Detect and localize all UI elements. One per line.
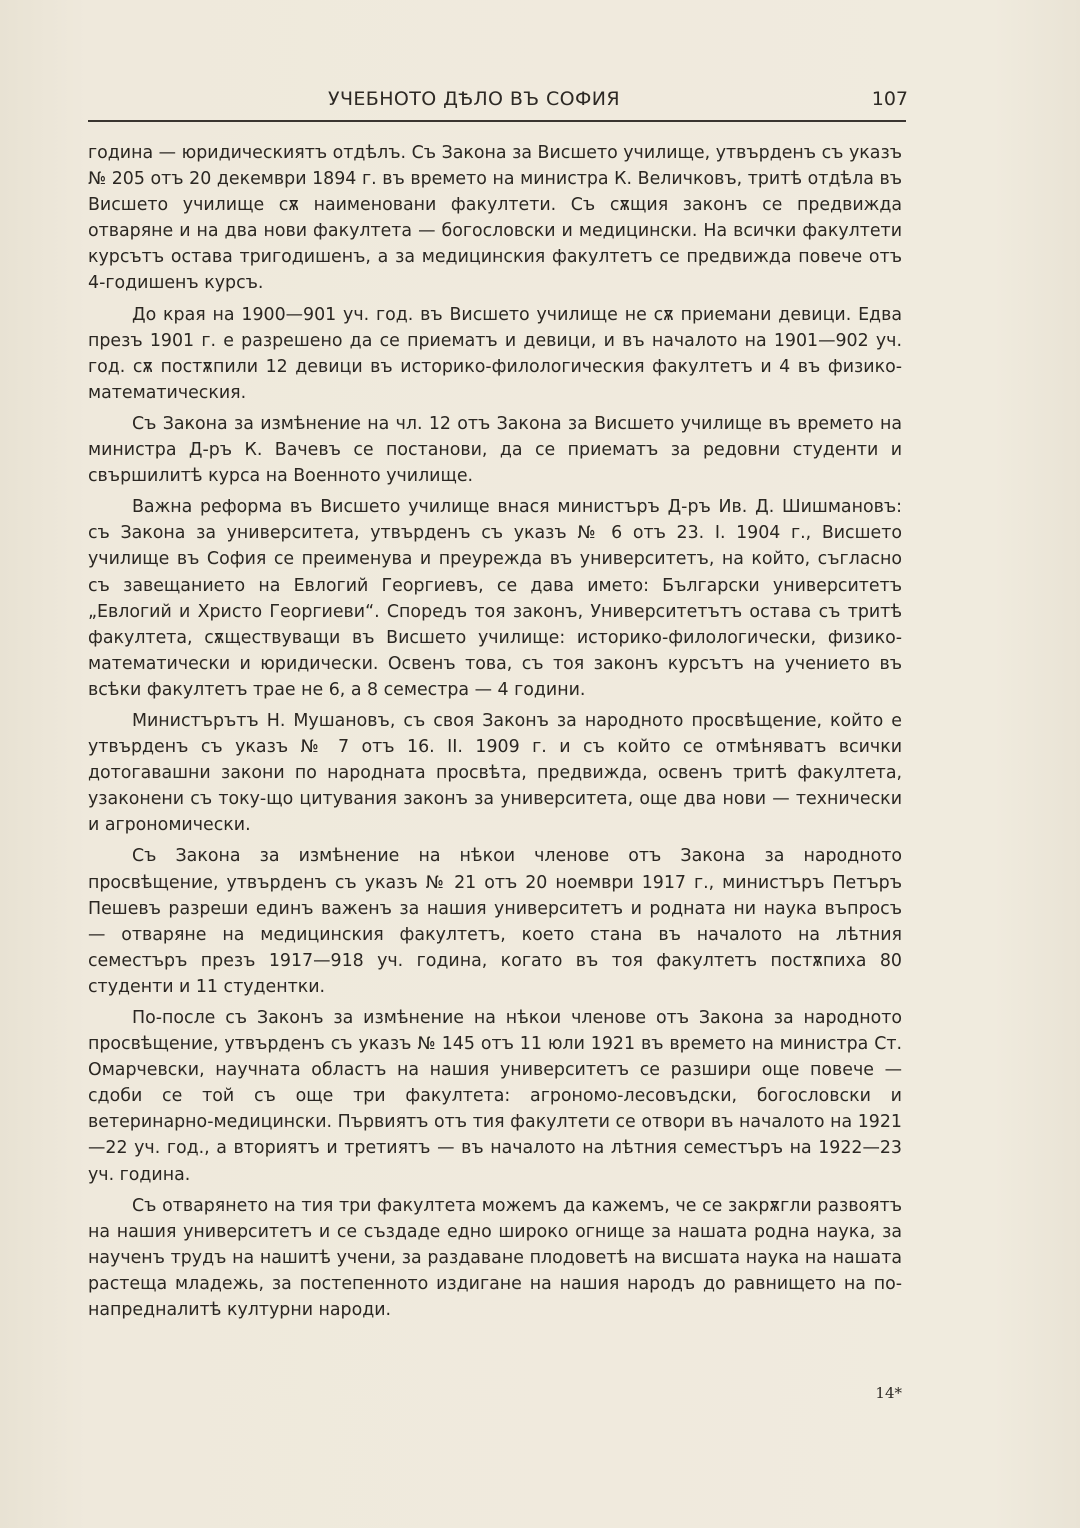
paragraph: Съ Закона за измѣнение на нѣкои членове отъ Закона за народното просвѣщение, утвърденъ съ указъ № 21 отъ 20 ноември 1917 г., министъръ Петъръ Пешевъ разреши единъ важенъ за нашия университетъ и родната ни наука въпросъ — отваряне на медицинския факултетъ, което стана въ началото на лѣтния семестъръ презъ 1917—918 уч. година, когато въ тоя факултетъ постѫпиха 80 студенти и 11 студентки. — [88, 846, 902, 997]
signature-mark: 14* — [875, 1384, 902, 1402]
paragraph: Съ Закона за измѣнение на чл. 12 отъ Закона за Висшето училище въ времето на министра Д-ръ К. Вачевъ се постанови, да се приематъ за редовни студенти и свършилитѣ курса на Военното училище. — [88, 413, 902, 487]
paragraph: година — юридическиятъ отдѣлъ. Съ Закона за Висшето училище, утвърденъ съ указъ № 205 отъ 20 декември 1894 г. въ времето на министра К. Величковъ, тритѣ отдѣла въ Висшето училище сѫ наименовани факултети. Съ сѫщия законъ се предвижда отваряне и на два нови факултета — богословски и медицински. На всички факултети курсътъ остава тригодишенъ, а за медицинския факултетъ се предвижда повече отъ 4-годишенъ курсъ. — [88, 143, 902, 294]
paragraph: Съ отварянето на тия три факултета можемъ да кажемъ, че се закрѫгли развоятъ на нашия университетъ и се създаде едно широко огнище за нашата родна наука, за наученъ трудъ на нашитѣ учени, за раздаване плодоветѣ на висшата наука на нашата растеща младежь, за постепенното издигане на нашия народъ до равнището на по-напредналитѣ културни народи. — [88, 1195, 902, 1321]
running-header — [88, 86, 908, 126]
paragraph: Важна реформа въ Висшето училище внася министъръ Д-ръ Ив. Д. Шишмановъ: съ Закона за университета, утвърденъ съ указъ № 6 отъ 23. I. 1904 г., Висшето училище въ София се преименува и преурежда въ университетъ, на който, съгласно съ завещанието на Евлогий Георгиевъ, се дава името: Български университетъ „Евлогий и Христо Георгиеви“. Споредъ тоя законъ, Университетътъ остава съ тритѣ факултета, сѫществуващи въ Висшето училище: историко-филологически, физико-математически и юридически. Освенъ това, съ тоя законъ курсътъ на учението въ всѣки факултетъ трае не 6, а 8 семестра — 4 години. — [88, 497, 902, 700]
body-text — [88, 140, 902, 1328]
paragraph: Министърътъ Н. Мушановъ, съ своя Законъ за народното просвѣщение, който е утвърденъ съ указъ № 7 отъ 16. II. 1909 г. и съ който се отмѣняватъ всички дотогавашни закони по народната просвѣта, предвижда, освенъ тритѣ факултета, узаконени съ току-що цитувания законъ за университета, още два нови — технически и агрономически. — [88, 710, 902, 836]
paragraph: До края на 1900—901 уч. год. въ Висшето училище не сѫ приемани девици. Едва презъ 1901 г. е разрешено да се приематъ и девици, и въ началото на 1901—902 уч. год. сѫ постѫпили 12 девици въ историко-филологическия факултетъ и 4 въ физико-математическия. — [88, 304, 902, 403]
paragraph: По-после съ Законъ за измѣнение на нѣкои членове отъ Закона за народното просвѣщение, утвърденъ съ указъ № 145 отъ 11 юли 1921 въ времето на министра Ст. Омарчевски, научната областъ на нашия университетъ се разшири още повече — сдоби се той съ още три факултета: агрономо-лесовъдски, богословски и ветеринарно-медицински. Първиятъ отъ тия факултети се отвори въ началото на 1921—22 уч. год., а вториятъ и третиятъ — въ началото на лѣтния семестъръ на 1922—23 уч. година. — [88, 1008, 902, 1185]
page-number: 107 — [871, 88, 908, 110]
header-rule — [88, 120, 906, 122]
header-title: УЧЕБНОТО ДѢЛО ВЪ СОФИЯ — [328, 88, 620, 110]
